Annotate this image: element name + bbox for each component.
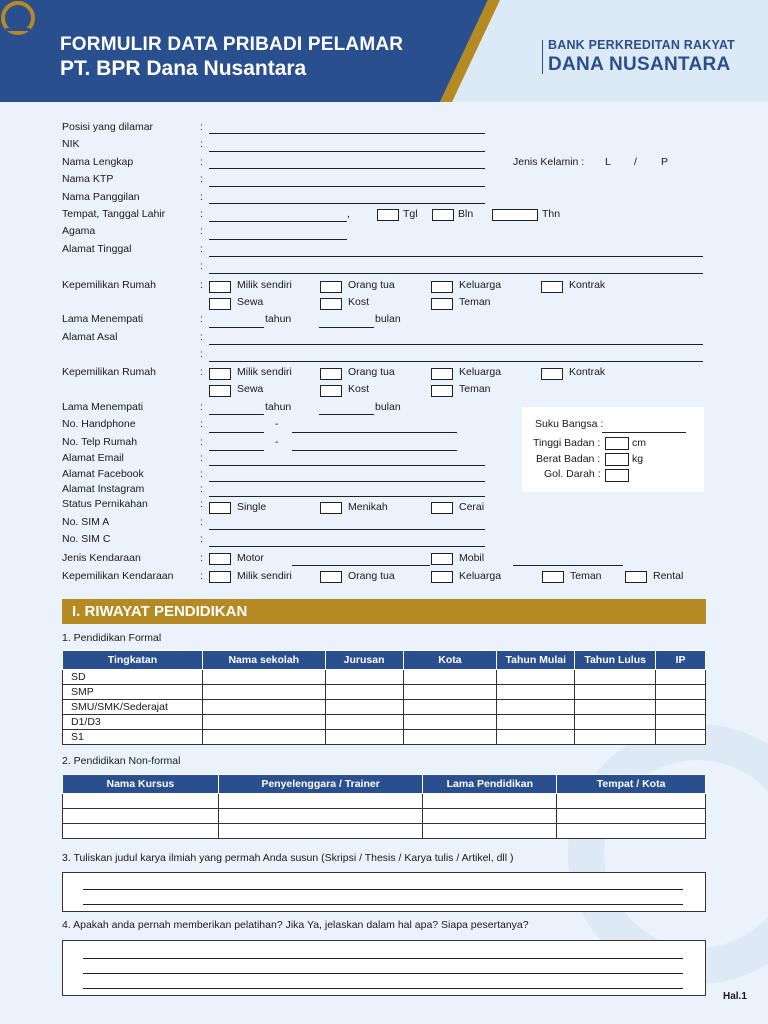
label-email: Alamat Email [62, 452, 124, 464]
row-label: SMU/SMK/Sederajat [63, 700, 203, 715]
option-label: Orang tua [348, 570, 395, 582]
option-label: Keluarga [459, 279, 502, 291]
column-header: Penyelenggara / Trainer [218, 775, 423, 794]
option-label: Kontrak [569, 279, 606, 291]
row-label: SMP [63, 685, 203, 700]
table-cell[interactable] [497, 700, 575, 715]
thn-box[interactable] [492, 209, 538, 221]
checkbox-milik-sendiri[interactable] [209, 281, 231, 293]
checkbox-sewa[interactable] [209, 298, 231, 310]
label-bulan: bulan [375, 401, 401, 413]
checkbox-single[interactable] [209, 502, 231, 514]
mobil-detail-field[interactable] [513, 565, 623, 566]
table-header-row [63, 775, 706, 794]
table-cell[interactable] [218, 809, 423, 824]
label-sim-c: No. SIM C [62, 533, 111, 545]
label-berat: Berat Badan : [536, 453, 601, 465]
label-kepemilikan-rumah: Kepemilikan Rumah [62, 279, 156, 291]
hp-prefix-field[interactable] [209, 432, 264, 433]
label-suku: Suku Bangsa : [535, 418, 604, 430]
lama-tahun-field[interactable] [209, 414, 264, 415]
checkbox-orang-tua[interactable] [320, 368, 342, 380]
label-nik: NIK [62, 138, 80, 150]
colon: : [200, 243, 203, 255]
label-lama-menempati-asal: Lama Menempati [62, 401, 144, 413]
lama-bulan-field[interactable] [319, 327, 374, 328]
column-header: Tahun Mulai [497, 651, 575, 670]
bank-type: BANK PERKREDITAN RAKYAT [548, 38, 736, 52]
label-kepemilikan-rumah-asal: Kepemilikan Rumah [62, 366, 156, 378]
table-cell[interactable] [497, 685, 575, 700]
nama-lengkap-field[interactable] [209, 168, 485, 169]
label-jenis-kendaraan: Jenis Kendaraan [62, 552, 141, 564]
checkbox-kost[interactable] [320, 385, 342, 397]
alamat-tinggal-field-2[interactable] [209, 273, 703, 274]
table-cell[interactable] [202, 715, 325, 730]
answer-line [83, 904, 683, 905]
label-tahun: tahun [265, 313, 292, 325]
table-cell[interactable] [575, 730, 656, 745]
checkbox-teman[interactable] [431, 298, 453, 310]
table-cell[interactable] [325, 715, 403, 730]
label-kepemilikan-kendaraan: Kepemilikan Kendaraan [62, 570, 174, 582]
label-status: Status Pernikahan [62, 498, 148, 510]
facebook-field[interactable] [209, 481, 485, 482]
colon: : [200, 418, 203, 430]
colon: : [200, 366, 203, 378]
option-label: Milik sendiri [237, 570, 292, 582]
colon: : [200, 516, 203, 528]
table-cell[interactable] [656, 700, 706, 715]
column-header: Jurusan [325, 651, 403, 670]
tgl-box[interactable] [377, 209, 399, 221]
label-jenis-kelamin: Jenis Kelamin : [513, 156, 585, 168]
table-cell[interactable] [656, 670, 706, 685]
table-cell[interactable] [202, 685, 325, 700]
table-row [63, 715, 706, 730]
nama-panggilan-field[interactable] [209, 203, 485, 204]
gender-l-option[interactable]: L [605, 156, 611, 168]
label-sim-a: No. SIM A [62, 516, 110, 528]
answer-line [83, 958, 683, 959]
table-cell[interactable] [575, 685, 656, 700]
colon: : [200, 331, 203, 343]
table-cell[interactable] [218, 824, 423, 839]
colon: : [200, 260, 203, 272]
section-header-education [62, 599, 706, 624]
option-label: Keluarga [459, 366, 502, 378]
label-gol-darah: Gol. Darah : [544, 468, 601, 480]
table-cell[interactable] [202, 700, 325, 715]
checkbox-orang-tua[interactable] [320, 281, 342, 293]
label-agama: Agama [62, 225, 96, 237]
label-posisi: Posisi yang dilamar [62, 121, 154, 133]
table-cell[interactable] [497, 715, 575, 730]
row-label: S1 [63, 730, 203, 745]
question-3: 3. Tuliskan judul karya ilmiah yang permah Anda susun (Skripsi / Thesis / Karya tulis / Artikel, dll ) [62, 852, 514, 864]
table-cell[interactable] [403, 715, 497, 730]
table-cell[interactable] [403, 700, 497, 715]
table-cell[interactable] [403, 685, 497, 700]
colon: : [200, 348, 203, 360]
table-row [63, 685, 706, 700]
option-label: Teman [459, 383, 491, 395]
label-ttl: Tempat, Tanggal Lahir [62, 208, 166, 220]
telp-number-field[interactable] [292, 450, 457, 451]
colon: : [200, 452, 203, 464]
table-cell[interactable] [423, 794, 557, 809]
colon: : [200, 498, 203, 510]
table-row [63, 809, 706, 824]
table-cell[interactable] [403, 730, 497, 745]
label-nama-ktp: Nama KTP [62, 173, 114, 185]
page-number: Hal.1 [723, 991, 747, 1002]
table-cell[interactable] [575, 670, 656, 685]
posisi-field[interactable] [209, 133, 485, 134]
checkbox-teman[interactable] [542, 571, 564, 583]
instagram-field[interactable] [209, 496, 485, 497]
checkbox-keluarga[interactable] [431, 368, 453, 380]
column-header: Kota [403, 651, 497, 670]
label-bulan: bulan [375, 313, 401, 325]
option-label: Teman [459, 296, 491, 308]
table-cell[interactable] [656, 685, 706, 700]
table-cell[interactable] [403, 670, 497, 685]
checkbox-menikah[interactable] [320, 502, 342, 514]
label-bln: Bln [458, 208, 474, 220]
gol-darah-box[interactable] [605, 469, 629, 482]
dash: - [275, 418, 279, 430]
tinggi-box[interactable] [605, 437, 629, 450]
label-lama-menempati: Lama Menempati [62, 313, 144, 325]
checkbox-kost[interactable] [320, 298, 342, 310]
option-label: Menikah [348, 501, 388, 513]
company-name: PT. BPR Dana Nusantara [60, 57, 307, 80]
checkbox-cerai[interactable] [431, 502, 453, 514]
option-label: Milik sendiri [237, 366, 292, 378]
colon: : [200, 225, 203, 237]
table-cell[interactable] [218, 794, 423, 809]
label-telp-rumah: No. Telp Rumah [62, 436, 138, 448]
label-tgl: Tgl [403, 208, 418, 220]
header [0, 0, 768, 102]
suku-field[interactable] [602, 432, 686, 433]
option-label: Rental [653, 570, 684, 582]
label-cm: cm [632, 437, 646, 449]
table-cell[interactable] [557, 809, 706, 824]
motor-detail-field[interactable] [292, 565, 430, 566]
row-label: D1/D3 [63, 715, 203, 730]
checkbox-teman[interactable] [431, 385, 453, 397]
colon: : [200, 208, 203, 220]
alamat-asal-field-1[interactable] [209, 344, 703, 345]
sim-a-field[interactable] [209, 529, 485, 530]
colon: : [200, 552, 203, 564]
option-label: Motor [237, 552, 264, 564]
checkbox-kontrak[interactable] [541, 281, 563, 293]
colon: : [200, 483, 203, 495]
label-kg: kg [632, 453, 644, 465]
option-label: Sewa [237, 383, 264, 395]
colon: : [200, 279, 203, 291]
table-cell[interactable] [325, 670, 403, 685]
gender-p-option[interactable]: P [661, 156, 669, 168]
table-cell[interactable] [325, 730, 403, 745]
label-nama-lengkap: Nama Lengkap [62, 156, 134, 168]
option-label: Orang tua [348, 366, 395, 378]
table-cell[interactable] [656, 715, 706, 730]
colon: : [200, 138, 203, 150]
checkbox-orang-tua[interactable] [320, 571, 342, 583]
option-label: Kost [348, 296, 370, 308]
colon: : [200, 533, 203, 545]
table-cell[interactable] [423, 824, 557, 839]
bank-logo-icon [0, 0, 36, 36]
sim-c-field[interactable] [209, 546, 485, 547]
tempat-lahir-field[interactable] [209, 221, 347, 222]
lama-tahun-field[interactable] [209, 327, 264, 328]
label-alamat-asal: Alamat Asal [62, 331, 118, 343]
table-cell[interactable] [557, 794, 706, 809]
label-facebook: Alamat Facebook [62, 468, 144, 480]
colon: : [200, 401, 203, 413]
label-thn: Thn [542, 208, 561, 220]
table-cell[interactable] [63, 824, 219, 839]
nama-ktp-field[interactable] [209, 186, 485, 187]
option-label: Orang tua [348, 279, 395, 291]
checkbox-motor[interactable] [209, 553, 231, 565]
table-cell[interactable] [325, 700, 403, 715]
gender-separator: / [634, 156, 637, 168]
form-title: FORMULIR DATA PRIBADI PELAMAR [60, 34, 404, 55]
nonformal-education-title: 2. Pendidikan Non-formal [62, 755, 181, 767]
label-tinggi: Tinggi Badan : [533, 437, 601, 449]
label-nama-panggilan: Nama Panggilan [62, 191, 140, 203]
nik-field[interactable] [209, 151, 485, 152]
option-label: Mobil [459, 552, 485, 564]
colon: : [200, 313, 203, 325]
table-row [63, 794, 706, 809]
checkbox-milik-sendiri[interactable] [209, 368, 231, 380]
table-cell[interactable] [423, 809, 557, 824]
email-field[interactable] [209, 465, 485, 466]
option-label: Single [237, 501, 267, 513]
answer-line [83, 889, 683, 890]
ttl-comma: , [347, 208, 350, 220]
formal-education-table [62, 650, 706, 745]
dash: - [275, 436, 279, 448]
alamat-asal-field-2[interactable] [209, 361, 703, 362]
formal-education-title: 1. Pendidikan Formal [62, 632, 162, 644]
colon: : [200, 121, 203, 133]
column-header: Tempat / Kota [557, 775, 706, 794]
table-row [63, 730, 706, 745]
colon: : [200, 173, 203, 185]
checkbox-mobil[interactable] [431, 553, 453, 565]
label-instagram: Alamat Instagram [62, 483, 145, 495]
table-cell[interactable] [202, 730, 325, 745]
alamat-tinggal-field-1[interactable] [209, 256, 703, 257]
lama-bulan-field[interactable] [319, 414, 374, 415]
colon: : [200, 436, 203, 448]
table-row [63, 824, 706, 839]
answer-line [83, 988, 683, 989]
table-cell[interactable] [557, 824, 706, 839]
question-4: 4. Apakah anda pernah memberikan pelatihan? Jika Ya, jelaskan dalam hal apa? Siapa pesertanya? [62, 919, 529, 931]
colon: : [200, 191, 203, 203]
table-row [63, 670, 706, 685]
colon: : [200, 468, 203, 480]
column-header: IP [656, 651, 706, 670]
nonformal-education-table [62, 774, 706, 839]
option-label: Keluarga [459, 570, 502, 582]
berat-box[interactable] [605, 453, 629, 466]
answer-line [83, 973, 683, 974]
checkbox-sewa[interactable] [209, 385, 231, 397]
table-cell[interactable] [63, 809, 219, 824]
option-label: Kost [348, 383, 370, 395]
column-header: Nama sekolah [202, 651, 325, 670]
column-header: Lama Pendidikan [423, 775, 557, 794]
logo-divider [542, 40, 543, 74]
answer-box-3[interactable] [62, 872, 706, 912]
column-header: Tahun Lulus [575, 651, 656, 670]
option-label: Kontrak [569, 366, 606, 378]
checkbox-milik-sendiri[interactable] [209, 571, 231, 583]
option-label: Cerai [459, 501, 485, 513]
agama-field[interactable] [209, 239, 347, 240]
answer-box-4[interactable] [62, 940, 706, 996]
column-header: Nama Kursus [63, 775, 219, 794]
column-header: Tingkatan [63, 651, 203, 670]
table-cell[interactable] [63, 794, 219, 809]
table-cell[interactable] [575, 715, 656, 730]
section-title: I. RIWAYAT PENDIDIKAN [72, 603, 248, 620]
row-label: SD [63, 670, 203, 685]
checkbox-keluarga[interactable] [431, 571, 453, 583]
table-cell[interactable] [202, 670, 325, 685]
label-alamat-tinggal: Alamat Tinggal [62, 243, 132, 255]
label-handphone: No. Handphone [62, 418, 136, 430]
bln-box[interactable] [432, 209, 454, 221]
table-cell[interactable] [575, 700, 656, 715]
telp-prefix-field[interactable] [209, 450, 264, 451]
table-header-row [63, 651, 706, 670]
table-cell[interactable] [656, 730, 706, 745]
hp-number-field[interactable] [292, 432, 457, 433]
bank-name: DANA NUSANTARA [548, 54, 731, 75]
checkbox-rental[interactable] [625, 571, 647, 583]
option-label: Sewa [237, 296, 264, 308]
checkbox-keluarga[interactable] [431, 281, 453, 293]
colon: : [200, 156, 203, 168]
checkbox-kontrak[interactable] [541, 368, 563, 380]
table-row [63, 700, 706, 715]
table-cell[interactable] [497, 730, 575, 745]
option-label: Milik sendiri [237, 279, 292, 291]
colon: : [200, 570, 203, 582]
label-tahun: tahun [265, 401, 292, 413]
option-label: Teman [570, 570, 602, 582]
table-cell[interactable] [497, 670, 575, 685]
table-cell[interactable] [325, 685, 403, 700]
